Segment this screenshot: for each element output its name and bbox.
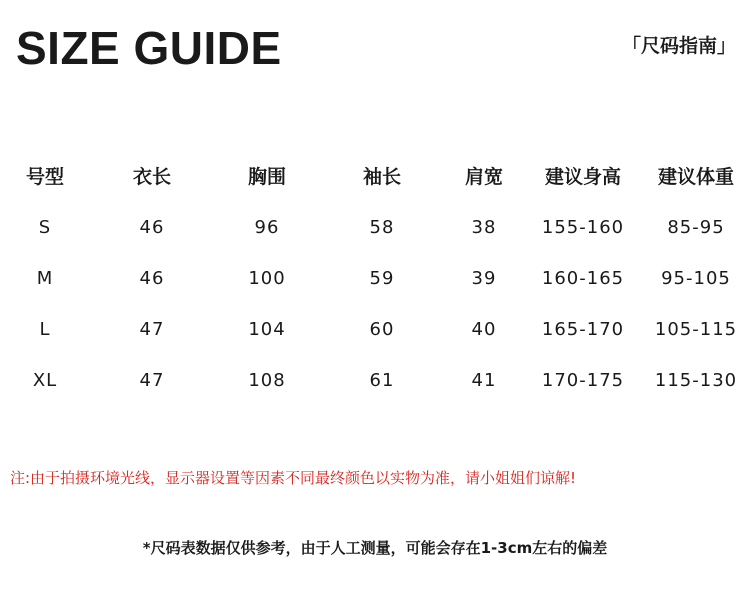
column-header-shoulder: 肩宽 [464, 165, 503, 188]
cell-height: 170-175 [541, 370, 625, 391]
cell-weight: 95-105 [661, 268, 731, 289]
cell-sleeve: 60 [369, 319, 395, 340]
table-row [0, 355, 750, 406]
cell-shoulder: 41 [471, 370, 497, 391]
column-header-weight: 建议体重 [657, 165, 734, 188]
cell-shoulder: 40 [471, 319, 497, 340]
table-row [0, 253, 750, 304]
cell-shoulder: 39 [471, 268, 497, 289]
cell-size: XL [32, 370, 58, 391]
column-header-sleeve: 袖长 [362, 165, 401, 188]
cell-chest: 100 [248, 268, 286, 289]
column-header-chest: 胸围 [247, 165, 286, 188]
cell-sleeve: 59 [369, 268, 395, 289]
cell-size: S [38, 217, 52, 238]
cell-sleeve: 58 [369, 217, 395, 238]
cell-shoulder: 38 [471, 217, 497, 238]
cell-chest: 104 [248, 319, 286, 340]
column-header-size: 号型 [25, 165, 64, 188]
page-title: SIZE GUIDE [16, 22, 282, 74]
table-row [0, 304, 750, 355]
cell-length: 47 [139, 319, 165, 340]
size-table [0, 148, 750, 406]
color-disclaimer-note: 注:由于拍摄环境光线，显示器设置等因素不同最终颜色以实物为准，请小姐姐们谅解! [10, 469, 577, 487]
table-header-row [0, 148, 750, 202]
cell-size: L [39, 319, 51, 340]
cell-height: 155-160 [541, 217, 625, 238]
cell-length: 46 [139, 268, 165, 289]
page-subtitle: 「尺码指南」 [621, 35, 736, 57]
cell-length: 46 [139, 217, 165, 238]
cell-size: M [36, 268, 54, 289]
measurement-disclaimer-note: *尺码表数据仅供参考，由于人工测量，可能会存在1-3cm左右的偏差 [142, 539, 608, 557]
cell-chest: 108 [248, 370, 286, 391]
cell-height: 165-170 [541, 319, 625, 340]
column-header-length: 衣长 [132, 165, 171, 188]
cell-weight: 115-130 [654, 370, 738, 391]
cell-sleeve: 61 [369, 370, 395, 391]
cell-weight: 85-95 [667, 217, 725, 238]
cell-length: 47 [139, 370, 165, 391]
cell-chest: 96 [254, 217, 280, 238]
column-header-height: 建议身高 [544, 165, 621, 188]
table-row [0, 202, 750, 253]
cell-weight: 105-115 [654, 319, 738, 340]
cell-height: 160-165 [541, 268, 625, 289]
